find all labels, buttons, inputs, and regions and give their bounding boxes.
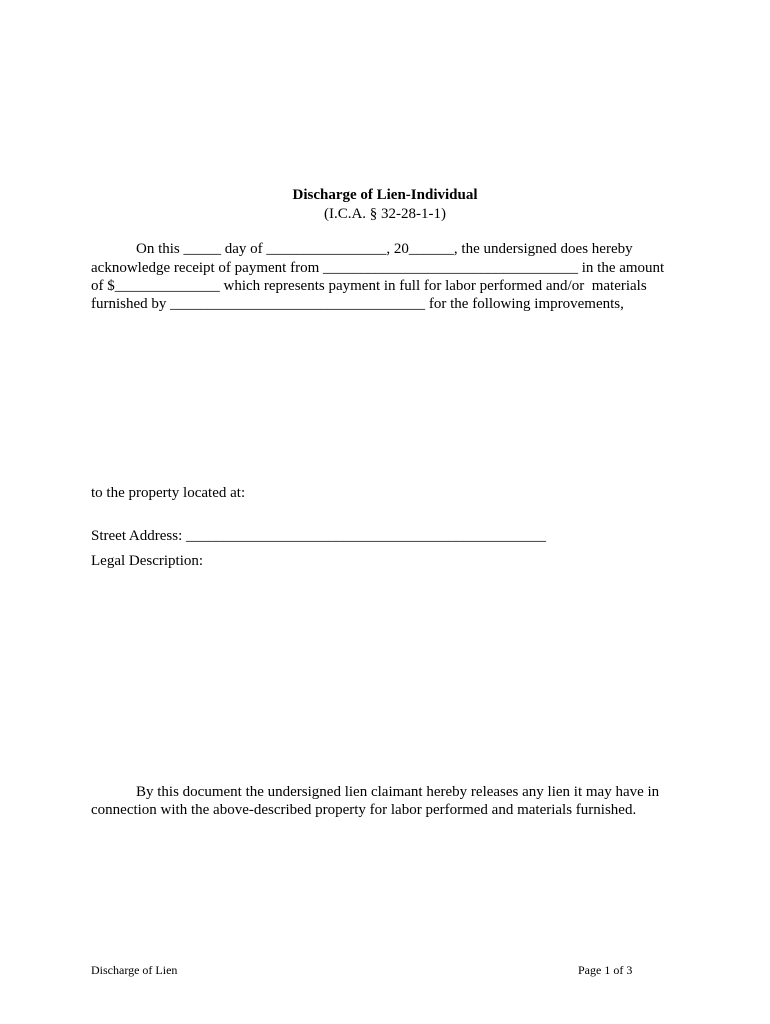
- payment-paragraph-line-4: furnished by __________________________________ for the following improvements,: [91, 296, 624, 312]
- footer-page-number: Page 1 of 3: [578, 963, 633, 977]
- street-address-field: Street Address: ________________________________________________: [91, 528, 546, 544]
- payment-paragraph-line-1: On this _____ day of ________________, 20______, the undersigned does hereby: [136, 241, 633, 257]
- property-intro: to the property located at:: [91, 485, 246, 501]
- legal-description-label: Legal Description:: [91, 553, 204, 569]
- payment-paragraph-line-2: acknowledge receipt of payment from __________________________________ in the amount: [91, 260, 665, 276]
- payment-paragraph-line-3: of $______________ which represents payment in full for labor performed and/or materials: [91, 278, 647, 294]
- footer-document-name: Discharge of Lien: [91, 963, 178, 977]
- release-paragraph-line-1: By this document the undersigned lien claimant hereby releases any lien it may have in: [136, 784, 660, 800]
- release-paragraph-line-2: connection with the above-described property for labor performed and materials furnished.: [91, 802, 637, 818]
- document-title: Discharge of Lien-Individual: [292, 187, 478, 203]
- statute-citation: (I.C.A. § 32-28-1-1): [323, 206, 447, 222]
